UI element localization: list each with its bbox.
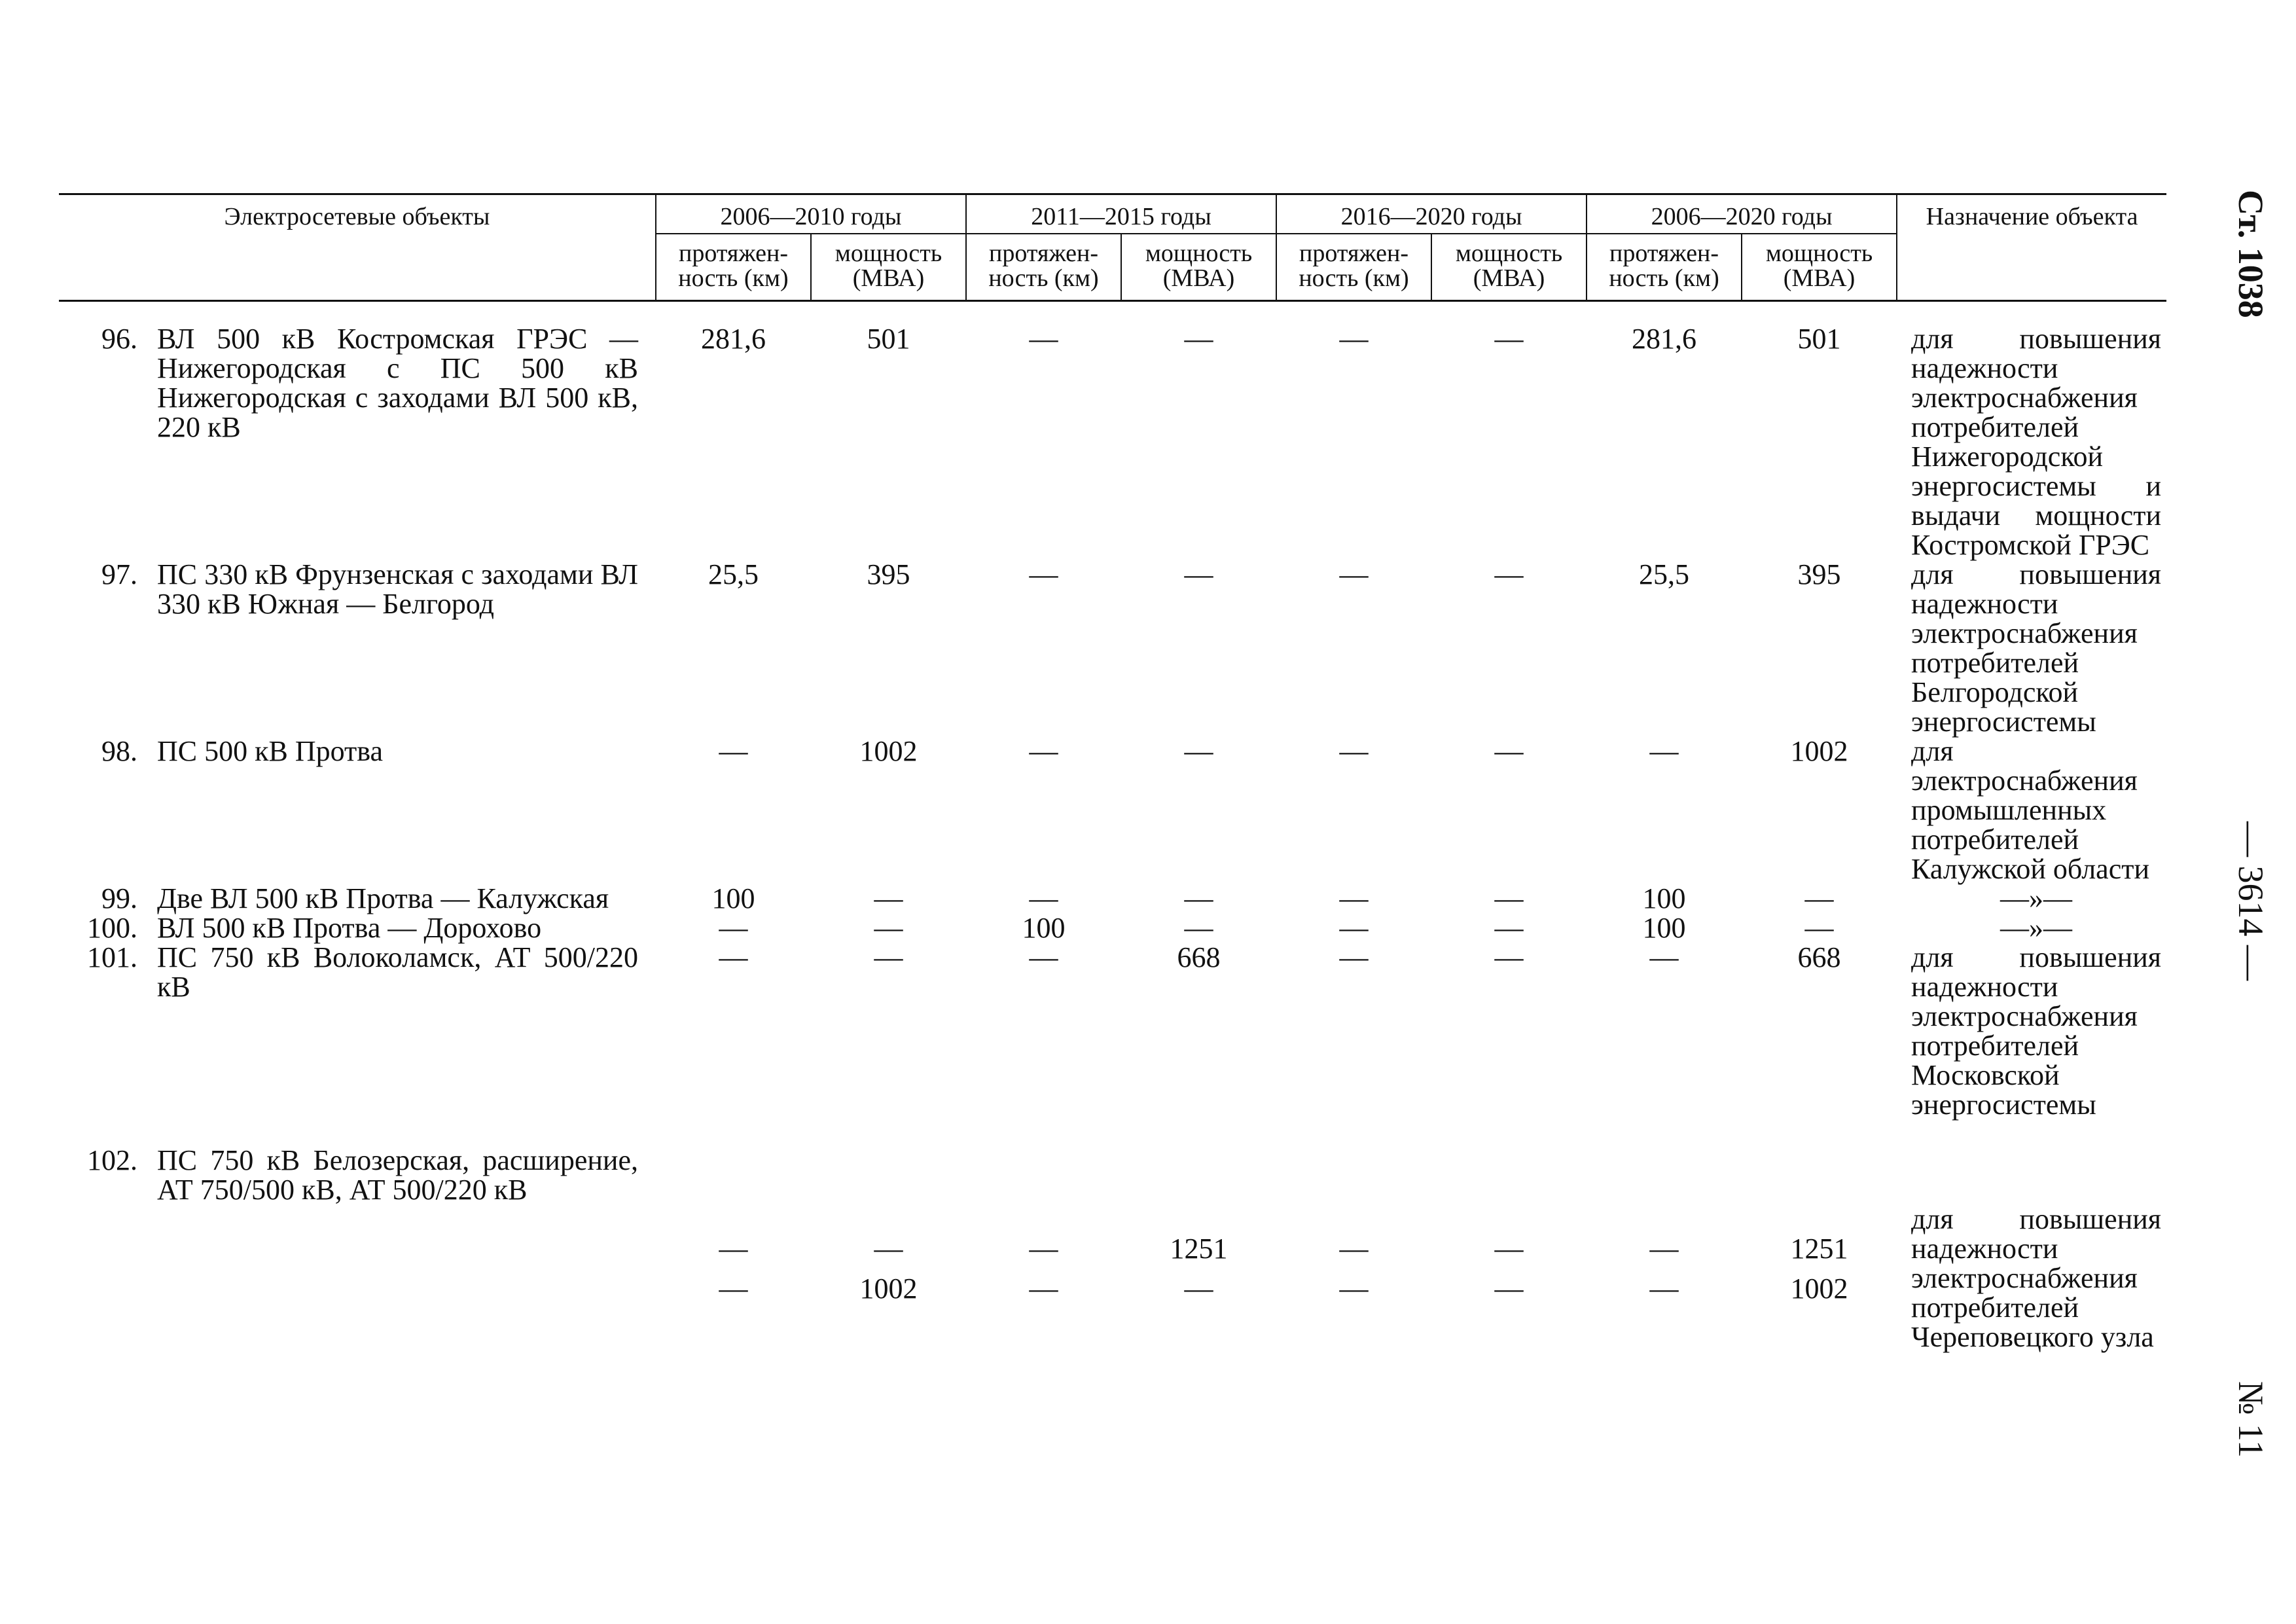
value-line: 100 <box>1022 912 1066 944</box>
value-line: 281,6 <box>1632 323 1697 355</box>
subheader-length: протяжен-ность (км) <box>656 234 811 301</box>
value-line: 668 <box>1797 941 1841 973</box>
value-line: — <box>1029 323 1058 355</box>
value-line: — <box>719 1233 748 1265</box>
value-line: 395 <box>867 558 910 590</box>
value-line: — <box>1804 882 1834 914</box>
value-line: 1002 <box>859 735 918 767</box>
object-name: ПС 500 кВ Протва <box>157 735 383 767</box>
row-number: 102. <box>87 1144 137 1176</box>
value-line: — <box>874 912 903 944</box>
length-value <box>1587 1146 1742 1352</box>
power-value <box>1431 943 1587 1119</box>
power-value <box>1121 736 1276 884</box>
table-row <box>59 943 2166 1119</box>
power-value <box>1742 884 1897 913</box>
purpose-text: —»— <box>2000 912 2073 944</box>
purpose-text: для повышения надежности электроснабжения потребителей Московской энергосистемы <box>1911 941 2162 1121</box>
value-line: 1251 <box>1790 1233 1848 1265</box>
value-line: — <box>1494 735 1524 767</box>
value-line: — <box>1029 1272 1058 1305</box>
value-line: — <box>874 1233 903 1265</box>
length-value <box>656 324 811 560</box>
page-number: — 3614 — <box>2231 821 2270 981</box>
header-purpose: Назначение объекта <box>1897 194 2166 301</box>
value-line: — <box>1804 912 1834 944</box>
value-line: 395 <box>1797 558 1841 590</box>
value-line: — <box>1339 912 1369 944</box>
value-line: — <box>874 882 903 914</box>
length-value <box>656 913 811 943</box>
length-value <box>966 1146 1121 1352</box>
value-line: — <box>1494 1272 1524 1305</box>
table-row <box>59 913 2166 943</box>
table-header <box>59 194 2166 301</box>
value-line: — <box>1494 1233 1524 1265</box>
row-number: 97. <box>101 558 137 590</box>
value-line: — <box>1339 882 1369 914</box>
value-line: — <box>874 941 903 973</box>
length-value <box>966 884 1121 913</box>
value-line: — <box>1649 1233 1679 1265</box>
object-name: Две ВЛ 500 кВ Протва — Калужская <box>157 882 609 914</box>
purpose-text: для повышения надежности электроснабжения потребителей Череповецкого узла <box>1911 1203 2162 1353</box>
power-value <box>1121 324 1276 560</box>
length-value <box>1587 736 1742 884</box>
table-row <box>59 884 2166 913</box>
power-value <box>811 736 966 884</box>
length-value <box>1276 736 1431 884</box>
header-period-4: 2006—2020 годы <box>1587 194 1897 234</box>
purpose-text: для повышения надежности электроснабжения потребителей Нижегородской энергосистемы и выдачи мощности Костромской ГРЭС <box>1911 323 2162 561</box>
length-value <box>966 913 1121 943</box>
value-line: — <box>1649 941 1679 973</box>
power-value <box>1431 1146 1587 1352</box>
value-line: 25,5 <box>708 558 759 590</box>
value-line: — <box>1339 1272 1369 1305</box>
header-period-3: 2016—2020 годы <box>1276 194 1587 234</box>
value-line: — <box>1184 1272 1213 1305</box>
row-number: 98. <box>101 735 137 767</box>
value-line: — <box>1339 941 1369 973</box>
header-objects: Электросетевые объекты <box>59 194 656 301</box>
row-number: 99. <box>101 882 137 914</box>
object-name: ВЛ 500 кВ Костромская ГРЭС — Нижегородская с ПС 500 кВ Нижегородская с заходами ВЛ 500 кВ, 220 кВ <box>157 323 638 443</box>
purpose-text: —»— <box>2000 882 2073 914</box>
value-line: — <box>1649 735 1679 767</box>
power-value <box>1431 913 1587 943</box>
row-number: 96. <box>101 323 137 355</box>
value-line: — <box>1184 558 1213 590</box>
power-value <box>1431 560 1587 736</box>
length-value <box>966 943 1121 1119</box>
power-value <box>1121 884 1276 913</box>
value-line: — <box>1184 912 1213 944</box>
row-number: 100. <box>87 912 137 944</box>
power-value <box>811 1146 966 1352</box>
power-value <box>811 324 966 560</box>
value-line: — <box>1649 1272 1679 1305</box>
power-value <box>811 560 966 736</box>
subheader-power: мощность (МВА) <box>1121 234 1276 301</box>
value-line: — <box>1494 323 1524 355</box>
issue-number: № 11 <box>2231 1381 2270 1458</box>
value-line: — <box>719 912 748 944</box>
value-line: — <box>1184 882 1213 914</box>
power-value <box>1742 560 1897 736</box>
value-line: — <box>1029 1233 1058 1265</box>
value-line: — <box>1494 912 1524 944</box>
length-value <box>1276 884 1431 913</box>
power-value <box>1431 736 1587 884</box>
power-value <box>1742 943 1897 1119</box>
header-period-1: 2006—2010 годы <box>656 194 966 234</box>
length-value <box>1587 943 1742 1119</box>
subheader-power: мощность (МВА) <box>1431 234 1587 301</box>
power-value <box>1742 736 1897 884</box>
power-value <box>1742 324 1897 560</box>
power-value <box>811 913 966 943</box>
value-line: 1002 <box>1790 735 1848 767</box>
power-value <box>1121 560 1276 736</box>
power-value <box>811 884 966 913</box>
length-value <box>1276 1146 1431 1352</box>
subheader-length: протяжен-ность (км) <box>1587 234 1742 301</box>
value-line: — <box>1184 323 1213 355</box>
length-value <box>656 884 811 913</box>
article-label: Ст. 1038 <box>2231 190 2270 318</box>
power-value <box>1121 943 1276 1119</box>
value-line: 100 <box>1642 912 1686 944</box>
length-value <box>1587 884 1742 913</box>
value-line: — <box>1494 558 1524 590</box>
table-row <box>59 324 2166 560</box>
header-period-2: 2011—2015 годы <box>966 194 1276 234</box>
power-value <box>1431 884 1587 913</box>
length-value <box>966 324 1121 560</box>
value-line: — <box>719 735 748 767</box>
object-name: ПС 750 кВ Волоколамск, АТ 500/220 кВ <box>157 941 638 1003</box>
value-line: — <box>1029 558 1058 590</box>
purpose-text: для повышения надежности электроснабжения потребителей Белгородской энергосистемы <box>1911 558 2162 738</box>
value-line: 1002 <box>859 1272 918 1305</box>
table-row <box>59 1146 2166 1352</box>
length-value <box>1276 560 1431 736</box>
length-value <box>966 736 1121 884</box>
power-value <box>1742 1146 1897 1352</box>
value-line: — <box>1184 735 1213 767</box>
length-value <box>656 1146 811 1352</box>
length-value <box>1276 943 1431 1119</box>
value-line: 1251 <box>1170 1233 1228 1265</box>
power-value <box>1742 913 1897 943</box>
length-value <box>966 560 1121 736</box>
length-value <box>1587 324 1742 560</box>
value-line: 668 <box>1177 941 1221 973</box>
value-line: 100 <box>711 882 755 914</box>
power-value <box>1431 324 1587 560</box>
object-name: ПС 330 кВ Фрунзенская с заходами ВЛ 330 кВ Южная — Белгород <box>157 558 638 620</box>
table-row <box>59 560 2166 736</box>
object-name: ВЛ 500 кВ Протва — Дорохово <box>157 912 542 944</box>
value-line: 25,5 <box>1639 558 1690 590</box>
table-row <box>59 736 2166 884</box>
power-value <box>811 943 966 1119</box>
length-value <box>1587 560 1742 736</box>
value-line: — <box>1339 1233 1369 1265</box>
subheader-length: протяжен-ность (км) <box>1276 234 1431 301</box>
power-value <box>1121 1146 1276 1352</box>
table-body <box>59 301 2166 1352</box>
value-line: — <box>1494 941 1524 973</box>
power-value <box>1121 913 1276 943</box>
value-line: — <box>1339 558 1369 590</box>
value-line: 501 <box>1797 323 1841 355</box>
length-value <box>1276 913 1431 943</box>
value-line: 100 <box>1642 882 1686 914</box>
value-line: — <box>1029 735 1058 767</box>
length-value <box>656 736 811 884</box>
subheader-power: мощность (МВА) <box>811 234 966 301</box>
object-name: ПС 750 кВ Белозерская, расширение, АТ 750/500 кВ, АТ 500/220 кВ <box>157 1144 638 1206</box>
value-line: — <box>719 941 748 973</box>
length-value <box>656 943 811 1119</box>
row-number: 101. <box>87 941 137 973</box>
value-line: 281,6 <box>701 323 766 355</box>
value-line: 1002 <box>1790 1272 1848 1305</box>
objects-table <box>59 193 2166 1352</box>
subheader-length: протяжен-ность (км) <box>966 234 1121 301</box>
length-value <box>656 560 811 736</box>
value-line: — <box>719 1272 748 1305</box>
value-line: — <box>1029 882 1058 914</box>
value-line: 501 <box>867 323 910 355</box>
value-line: — <box>1339 323 1369 355</box>
length-value <box>1587 913 1742 943</box>
purpose-text: для электроснабжения промышленных потребителей Калужской области <box>1911 735 2150 885</box>
subheader-power: мощность (МВА) <box>1742 234 1897 301</box>
length-value <box>1276 324 1431 560</box>
value-line: — <box>1494 882 1524 914</box>
value-line: — <box>1339 735 1369 767</box>
value-line: — <box>1029 941 1058 973</box>
